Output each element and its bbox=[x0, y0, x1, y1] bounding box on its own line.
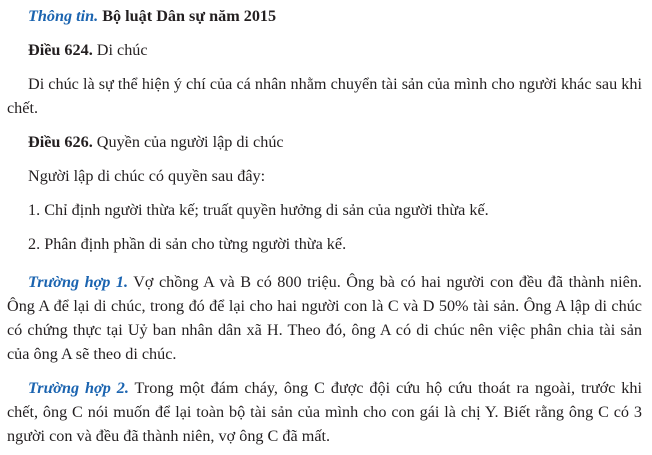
article-624-heading bbox=[7, 38, 642, 62]
case-1-label: Trường hợp 1. bbox=[28, 273, 128, 291]
article-626-name: Quyền của người lập di chúc bbox=[96, 133, 284, 151]
info-title: Bộ luật Dân sự năm 2015 bbox=[102, 7, 277, 25]
case-2-text: Trong một đám cháy, ông C được đội cứu hộ cứu thoát ra ngoài, trước khi chết, ông C nói muốn để lại toàn bộ tài sản của mình cho con gái là chị Y. Biết rằng ông C có 3 người con và đều đã thành niên, vợ ông C đã mất. bbox=[7, 379, 642, 445]
case-2-paragraph bbox=[7, 376, 642, 448]
article-624-number: Điều 624. bbox=[28, 41, 93, 59]
info-heading bbox=[7, 2, 642, 28]
case-1-text: Vợ chồng A và B có 800 triệu. Ông bà có hai người con đều đã thành niên. Ông A để lại di chúc, trong đó để lại cho hai người con là C và D 50% tài sản. Ông A lập di chúc có chứng thực tại Uỷ ban nhân dân xã H. Theo đó, ông A có di chúc nên việc phân chia tài sản của ông A sẽ theo di chúc. bbox=[7, 273, 642, 363]
article-626-number: Điều 626. bbox=[28, 133, 93, 151]
case-1-paragraph bbox=[7, 270, 642, 366]
info-label: Thông tin. bbox=[28, 7, 99, 25]
article-626-item-1: 1. Chỉ định người thừa kế; truất quyền hưởng di sản của người thừa kế. bbox=[28, 201, 489, 219]
article-624-body: Di chúc là sự thể hiện ý chí của cá nhân nhằm chuyển tài sản của mình cho người khác sau khi chết. bbox=[7, 75, 642, 117]
article-626-intro: Người lập di chúc có quyền sau đây: bbox=[28, 167, 266, 185]
article-626-item-2: 2. Phân định phần di sản cho từng người thừa kế. bbox=[28, 235, 347, 253]
article-624-name: Di chúc bbox=[96, 41, 148, 59]
case-2-label: Trường hợp 2. bbox=[28, 379, 129, 397]
article-626-heading bbox=[7, 130, 642, 154]
